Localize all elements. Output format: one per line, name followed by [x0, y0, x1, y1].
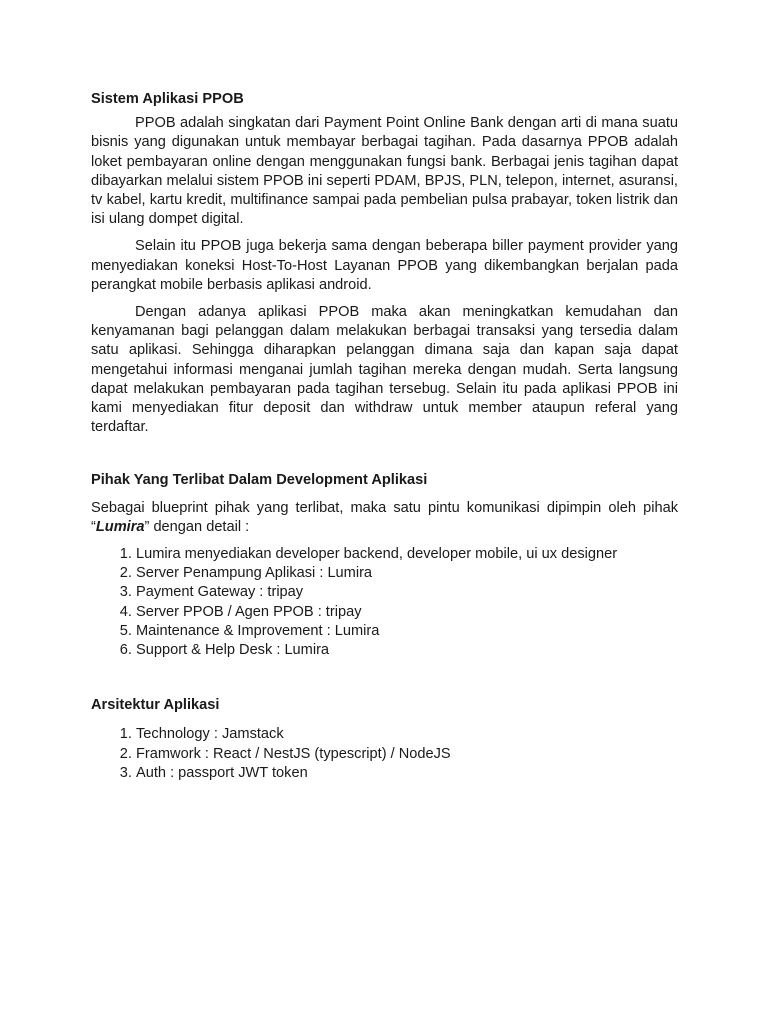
- section-title-pihak-terlibat: Pihak Yang Terlibat Dalam Development Aplikasi: [91, 472, 428, 489]
- list-item: 3. Auth : passport JWT token: [136, 764, 678, 783]
- arsitektur-list: [91, 725, 678, 783]
- intro-text-after: ” dengan detail :: [144, 518, 250, 535]
- paragraph-ppob-definition: PPOB adalah singkatan dari Payment Point Online Bank dengan arti di mana suatu bisnis yang digunakan untuk membayar berbagai tagihan. Pada dasarnya PPOB adalah loket pembayaran online dengan menggunakan fungsi bank. Berbagai jenis tagihan dapat dibayarkan melalui sistem PPOB ini seperti PDAM, BPJS, PLN, telepon, internet, asuransi, tv kabel, kartu kredit, multifinance sampai pada pembelian pulsa prabayar, token listrik dan isi ulang dompet digital.: [91, 115, 678, 228]
- paragraph-biller-provider: Selain itu PPOB juga bekerja sama dengan beberapa biller payment provider yang menyediakan koneksi Host-To-Host Layanan PPOB yang dikembangkan berjalan pada perangkat mobile berbasis aplikasi android.: [91, 238, 678, 293]
- list-item: 1. Lumira menyediakan developer backend, developer mobile, ui ux designer: [136, 545, 678, 564]
- intro-lumira-emphasis: Lumira: [95, 518, 145, 535]
- intro-text-before: Sebagai blueprint pihak yang terlibat, maka satu pintu komunikasi dipimpin oleh pihak “: [91, 499, 678, 535]
- list-item: 1. Technology : Jamstack: [136, 725, 678, 744]
- document-page: [91, 90, 678, 783]
- paragraph-blueprint-intro: [91, 499, 678, 537]
- section-title-arsitektur: Arsitektur Aplikasi: [91, 697, 220, 714]
- pihak-terlibat-list: [91, 545, 678, 660]
- section-title-sistem-aplikasi: Sistem Aplikasi PPOB: [91, 91, 244, 107]
- list-item: 5. Maintenance & Improvement : Lumira: [136, 622, 678, 641]
- list-item: 6. Support & Help Desk : Lumira: [136, 641, 678, 660]
- list-item: 4. Server PPOB / Agen PPOB : tripay: [136, 603, 678, 622]
- paragraph-benefits: Dengan adanya aplikasi PPOB maka akan meningkatkan kemudahan dan kenyamanan bagi pelanggan dalam melakukan berbagai transaksi yang tersedia dalam satu aplikasi. Sehingga diharapkan pelanggan dimana saja dan kapan saja dapat mengetahui informasi menganai jumlah tagihan mereka dengan mudah. Serta langsung dapat melakukan pembayaran pada tagihan tersebug. Selain itu pada aplikasi PPOB ini kami menyediakan fitur deposit dan withdraw untuk member ataupun referal yang terdaftar.: [91, 304, 678, 436]
- list-item: 2. Server Penampung Aplikasi : Lumira: [136, 564, 678, 583]
- list-item: 2. Framwork : React / NestJS (typescript) / NodeJS: [136, 745, 678, 764]
- list-item: 3. Payment Gateway : tripay: [136, 583, 678, 602]
